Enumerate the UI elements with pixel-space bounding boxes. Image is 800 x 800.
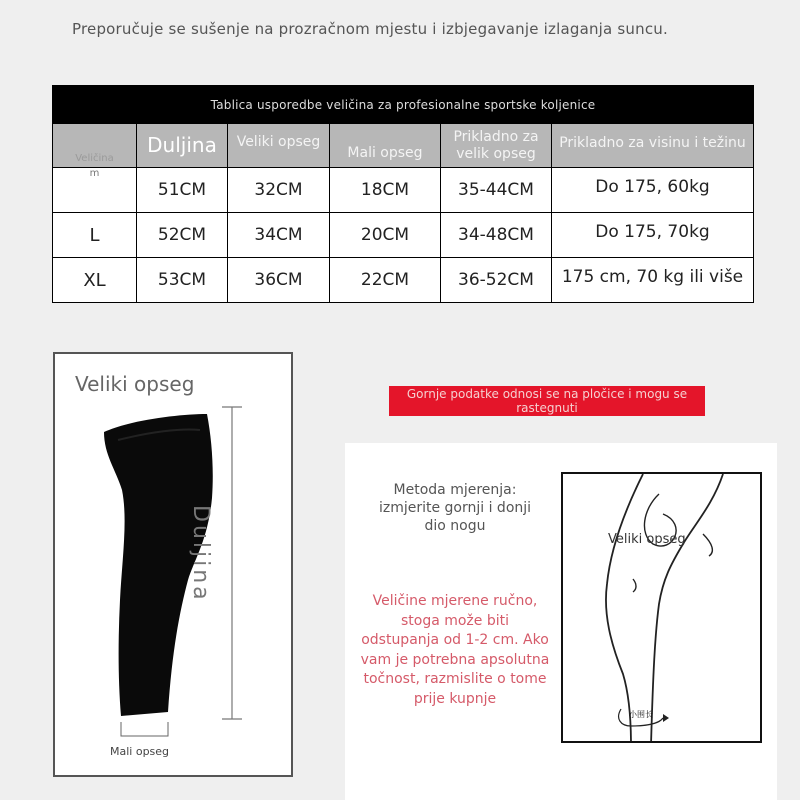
knee-circumference-label: Veliki opseg (608, 532, 686, 547)
cell-small: 20CM (330, 213, 441, 258)
cell-size: XL (53, 258, 137, 303)
stretch-note-banner: Gornje podatke odnosi se na pločice i mogu se rastegnuti (389, 386, 705, 416)
cell-fit: 34-48CM (441, 213, 552, 258)
cell-big: 36CM (228, 258, 330, 303)
calf-circumference-label: 小围长 (629, 710, 653, 719)
cell-length: 52CM (137, 213, 228, 258)
cell-length: 53CM (137, 258, 228, 303)
cell-size: L (53, 213, 137, 258)
care-instruction: Preporučuje se sušenje na prozračnom mjestu i izbjegavanje izlaganja suncu. (72, 20, 668, 38)
cell-suit: Do 175, 60kg (552, 168, 754, 213)
cell-fit: 36-52CM (441, 258, 552, 303)
cell-big: 32CM (228, 168, 330, 213)
header-size: Veličina (53, 124, 137, 168)
cell-small: 22CM (330, 258, 441, 303)
header-fit-circumference: Prikladno za velik opseg (441, 124, 552, 168)
cell-size: m (53, 168, 137, 213)
knee-diagram (561, 472, 762, 743)
header-height-weight: Prikladno za visinu i težinu (552, 124, 754, 168)
cell-suit: Do 175, 70kg (552, 213, 754, 258)
big-circumference-title: Veliki opseg (75, 372, 195, 396)
accuracy-note: Veličine mjerene ručno, stoga može biti odstupanja od 1-2 cm. Ako vam je potrebna apsolutna točnost, razmislite o tome prije kupnje (360, 593, 550, 707)
header-big-circumference: Veliki opseg (228, 124, 330, 168)
cell-length: 51CM (137, 168, 228, 213)
measurement-method: Metoda mjerenja: izmjerite gornji i donji dio nogu (378, 482, 532, 534)
header-length: Duljina (137, 124, 228, 168)
knee-outline-drawing (563, 474, 762, 743)
cell-big: 34CM (228, 213, 330, 258)
cell-small: 18CM (330, 168, 441, 213)
cell-suit: 175 cm, 70 kg ili više (552, 258, 754, 303)
table-caption: Tablica usporedbe veličina za profesionalne sportske koljenice (53, 86, 754, 124)
small-circumference-label: Mali opseg (110, 745, 170, 758)
cell-fit: 35-44CM (441, 168, 552, 213)
length-label: Duljina (188, 505, 213, 603)
header-small-circumference: Mali opseg (330, 124, 441, 168)
